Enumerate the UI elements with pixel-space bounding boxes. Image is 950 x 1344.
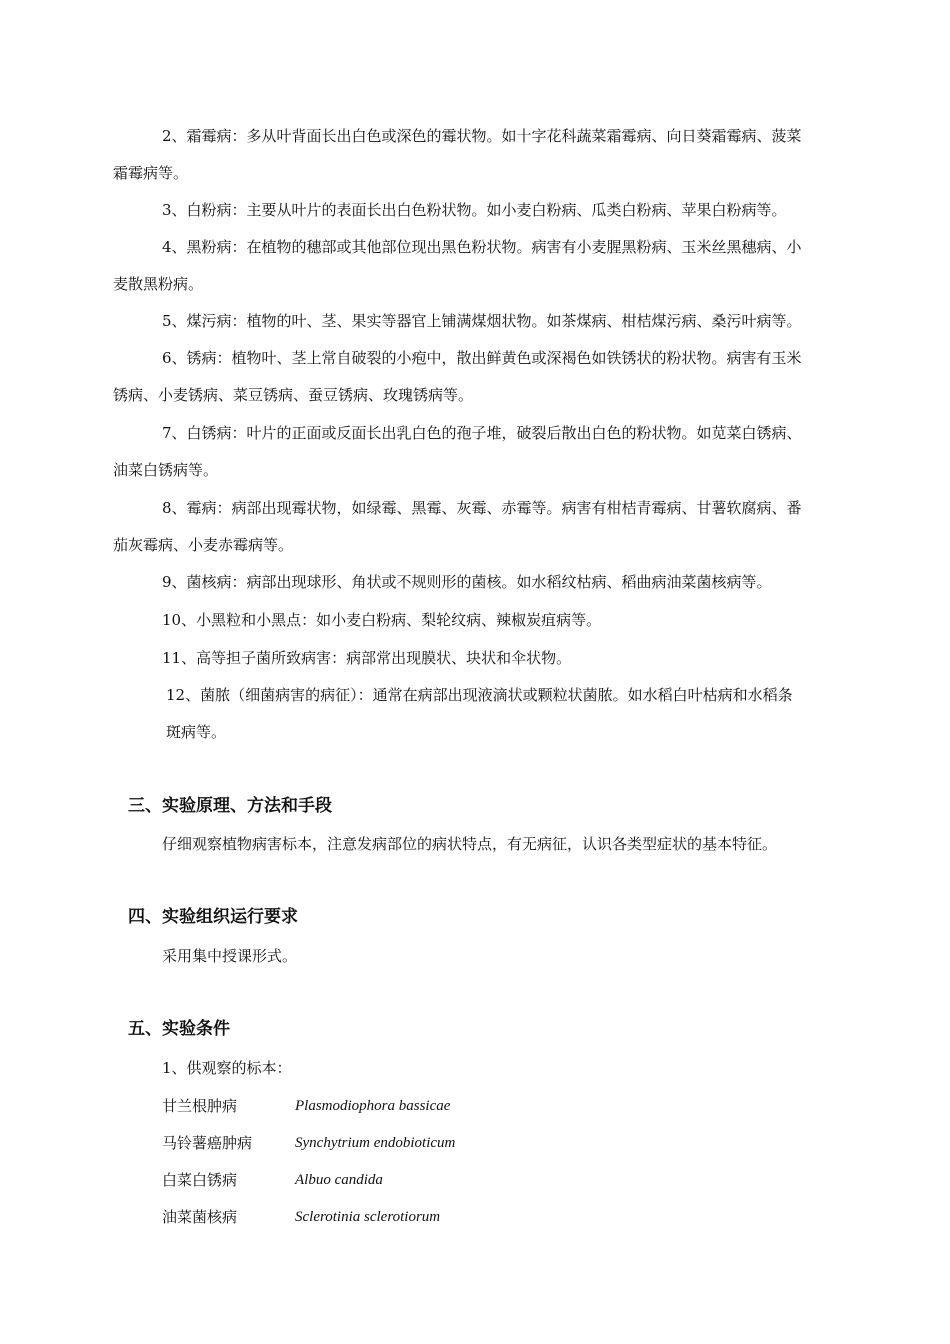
section-3-text: 仔细观察植物病害标本，注意发病部位的病状特点，有无病征，认识各类型症状的基本特征。 (162, 835, 778, 853)
specimen-scientific-name: Plasmodiophora bassicae (295, 1098, 451, 1114)
item-3: 3、白粉病：主要从叶片的表面长出白色粉状物。如小麦白粉病、瓜类白粉病、苹果白粉病等。 (162, 201, 787, 219)
item-6-line-2: 锈病、小麦锈病、菜豆锈病、蚕豆锈病、玫瑰锈病等。 (113, 386, 474, 404)
item-8-line-1: 8、霉病：病部出现霉状物，如绿霉、黑霉、灰霉、赤霉等。病害有柑桔青霉病、甘薯软腐病、番 (162, 499, 802, 517)
specimen-intro: 1、供观察的标本： (162, 1059, 292, 1077)
item-2-line-2: 霜霉病等。 (113, 164, 189, 182)
section-3-heading: 三、实验原理、方法和手段 (128, 796, 332, 816)
specimen-name: 油菜菌核病 (162, 1208, 238, 1226)
item-7-line-2: 油菜白锈病等。 (113, 461, 219, 479)
item-12-line-2: 斑病等。 (166, 723, 227, 741)
section-4-heading: 四、实验组织运行要求 (128, 907, 298, 927)
item-4-line-1: 4、黑粉病：在植物的穗部或其他部位现出黑色粉状物。病害有小麦腥黑粉病、玉米丝黑穗病、小 (162, 238, 802, 256)
specimen-scientific-name: Sclerotinia sclerotiorum (295, 1209, 441, 1225)
item-6-line-1: 6、锈病：植物叶、茎上常自破裂的小疱中，散出鲜黄色或深褐色如铁锈状的粉状物。病害有玉米 (162, 349, 802, 367)
item-7-line-1: 7、白锈病：叶片的正面或反面长出乳白色的孢子堆，破裂后散出白色的粉状物。如苋菜白锈病、 (162, 424, 802, 442)
specimen-name: 白菜白锈病 (162, 1171, 238, 1189)
item-10: 10、小黑粒和小黑点：如小麦白粉病、梨轮纹病、辣椒炭疽病等。 (162, 611, 602, 629)
section-5-heading: 五、实验条件 (128, 1019, 230, 1039)
item-12-line-1: 12、菌脓（细菌病害的病征）：通常在病部出现液滴状或颗粒状菌脓。如水稻白叶枯病和水稻条 (166, 686, 793, 704)
item-8-line-2: 茄灰霉病、小麦赤霉病等。 (113, 536, 294, 554)
specimen-name: 马铃薯癌肿病 (162, 1134, 253, 1152)
item-2-line-1: 2、霜霉病：多从叶背面长出白色或深色的霉状物。如十字花科蔬菜霜霉病、向日葵霜霉病、菠菜 (162, 127, 802, 145)
item-5: 5、煤污病：植物的叶、茎、果实等器官上铺满煤烟状物。如茶煤病、柑桔煤污病、桑污叶病等。 (162, 312, 802, 330)
specimen-scientific-name: Albuo candida (295, 1172, 383, 1188)
specimen-name: 甘兰根肿病 (162, 1097, 238, 1115)
item-11: 11、高等担子菌所致病害：病部常出现膜状、块状和伞状物。 (162, 649, 572, 667)
item-4-line-2: 麦散黑粉病。 (113, 275, 204, 293)
item-9: 9、菌核病：病部出现球形、角状或不规则形的菌核。如水稻纹枯病、稻曲病油菜菌核病等。 (162, 573, 772, 591)
specimen-scientific-name: Synchytrium endobioticum (295, 1135, 456, 1151)
section-4-text: 采用集中授课形式。 (162, 947, 298, 965)
